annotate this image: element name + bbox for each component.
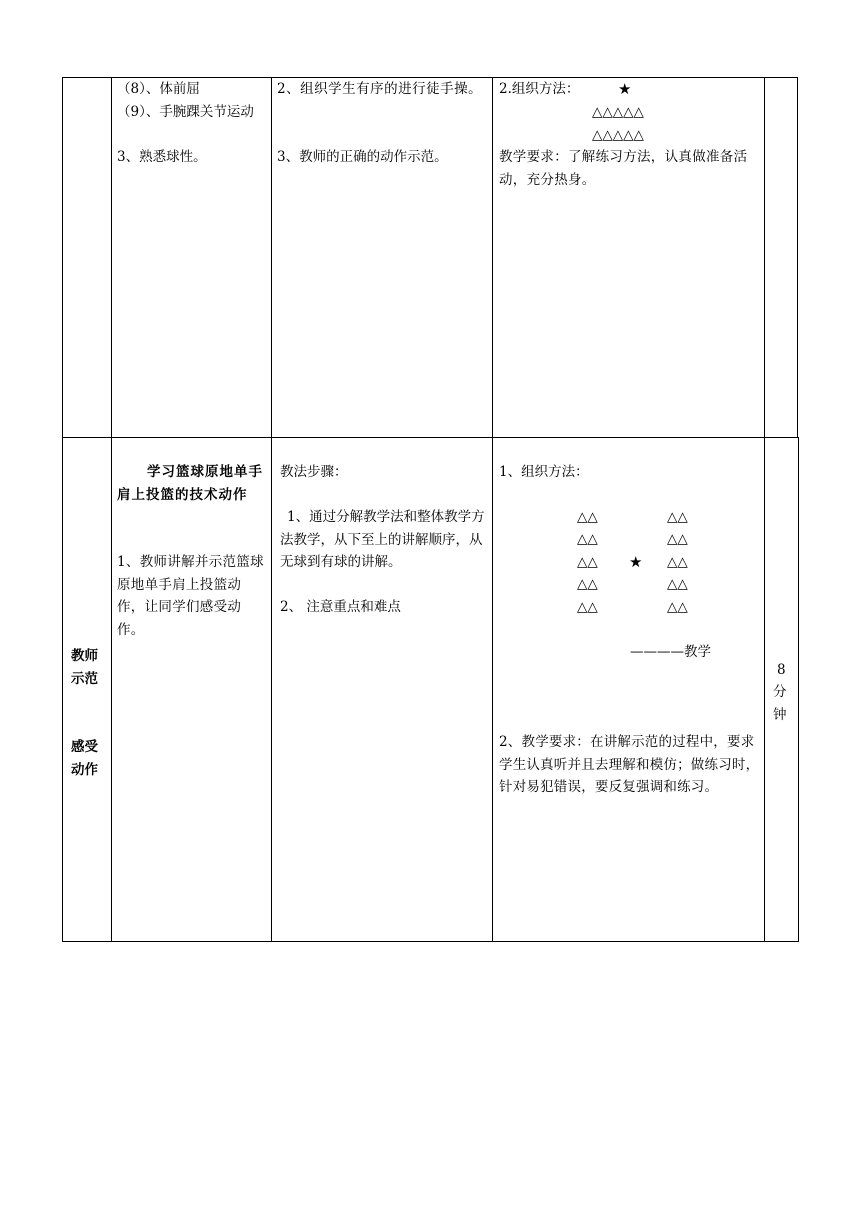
formation-left-row: △△ (577, 599, 598, 615)
teaching-position-label: ————教学 (630, 644, 711, 660)
warmup-requirement-text: 教学要求：了解练习方法，认真做准备活动，充分热身。 (499, 149, 748, 188)
formation-right-row: △△ (667, 576, 688, 592)
formation-left-row: △△ (577, 531, 598, 547)
time-number: 8 (777, 662, 786, 678)
formation-right-row: △△ (667, 509, 688, 525)
formation-right-row: △△ (667, 531, 688, 547)
row-divider (62, 437, 798, 438)
formation-left-row: △△ (577, 554, 598, 570)
teaching-requirement-text: 2、教学要求：在讲解示范的过程中，要求学生认真听并且去理解和模仿；做练习时，针对易犯错误，要反复强调和练习。 (499, 734, 760, 795)
organize-students-text: 2、组织学生有序的进行徒手操。 (277, 81, 483, 97)
exercise-item-9: （9）、手腕踝关节运动 (117, 104, 254, 120)
org-method-label: 2.组织方法： (499, 81, 580, 97)
formation-left-row: △△ (577, 509, 598, 525)
table-right-border-row2 (798, 437, 799, 942)
formation-left-row: △△ (577, 576, 598, 592)
exercise-item-8: （8）、体前屈 (117, 81, 200, 97)
section-label-line: 示范 (71, 671, 98, 687)
section-label-line: 教师 (71, 648, 98, 664)
time-unit: 分 (773, 684, 787, 700)
teacher-explain-item: 1、教师讲解并示范篮球原地单手肩上投篮动作，让同学们感受动作。 (117, 554, 264, 638)
formation-right-row: △△ (667, 554, 688, 570)
col-divider-3 (492, 77, 493, 942)
table-bottom-border (62, 941, 799, 942)
org-method-label: 1、组织方法： (499, 464, 589, 480)
method-steps-heading: 教法步骤： (280, 464, 348, 480)
table-left-border (62, 77, 63, 942)
teacher-star-icon: ★ (629, 553, 643, 571)
col-divider-1 (111, 77, 112, 942)
method-step-2: 2、 注意重点和难点 (280, 599, 401, 615)
time-unit: 钟 (773, 707, 787, 723)
section-label-line: 动作 (71, 762, 98, 778)
section-label-line: 感受 (71, 739, 98, 755)
teacher-star-icon: ★ (618, 80, 632, 98)
teacher-demo-text: 3、教师的正确的动作示范。 (277, 149, 448, 165)
col-divider-2 (271, 77, 272, 942)
lesson-topic-title: 学习篮球原地单手肩上投篮的技术动作 (117, 464, 263, 503)
formation-right-row: △△ (667, 599, 688, 615)
student-formation-row: △△△△△ (592, 104, 644, 120)
method-step-1: 1、通过分解教学法和整体教学方法教学，从下至上的讲解顺序，从无球到有球的讲解。 (280, 509, 485, 570)
ball-feel-item: 3、熟悉球性。 (117, 149, 207, 165)
col-divider-4 (764, 77, 765, 942)
table-right-border-row1 (797, 77, 798, 437)
student-formation-row: △△△△△ (592, 127, 644, 143)
